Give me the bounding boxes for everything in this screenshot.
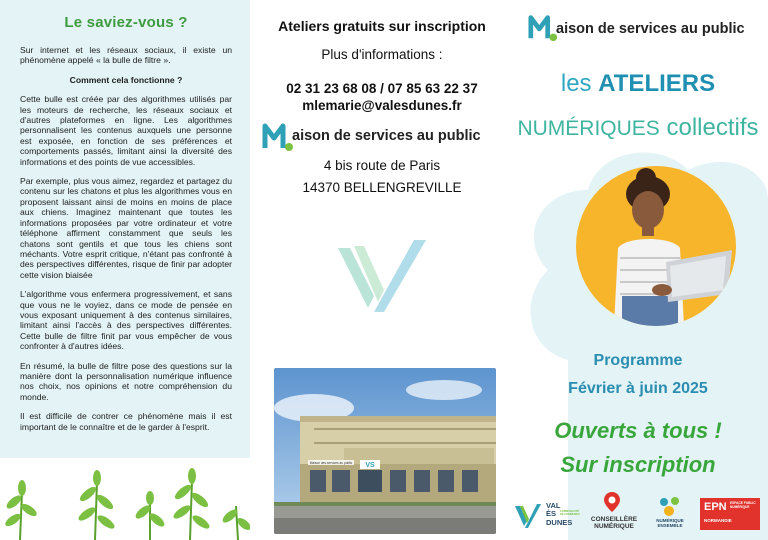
leaf-icon <box>0 462 250 540</box>
maison-services-logo-icon <box>528 12 558 42</box>
numerique-ensemble-text-2: ENSEMBLE <box>657 523 683 528</box>
programme-period: Février à juin 2025 <box>568 380 708 397</box>
cover-panel <box>508 0 768 540</box>
conseillere-text-2: NUMÉRIQUE <box>594 523 634 530</box>
valesdunes-v-logo-icon <box>334 238 430 318</box>
email-address: mlemarie@valesdunes.fr <box>302 98 462 113</box>
valesdunes-v-logo-icon <box>514 502 542 530</box>
valesdunes-text-3: DUNES <box>546 517 573 527</box>
left-intro: Sur internet et les réseaux sociaux, il existe un phénomène appelé « la bulle de filtre ». <box>20 45 232 66</box>
left-paragraph-4: En résumé, la bulle de filtre pose des questions sur la manière dont la personnalisation numérique influence nos choix, nos opinions et notre compréhension du monde. <box>20 360 232 402</box>
info-panel-left <box>0 0 250 458</box>
location-pin-icon <box>604 492 620 512</box>
valesdunes-text-2: ÈS <box>546 509 557 519</box>
valesdunes-tag: COMMUNAUTÉ DE COMMUNES <box>560 510 580 516</box>
epn-logo <box>700 490 762 536</box>
maison-services-logo-text: aison de services au public <box>292 128 481 144</box>
title-collectifs: collectifs <box>666 114 759 141</box>
conseillere-numerique-logo <box>586 490 642 536</box>
address-line-1: 4 bis route de Paris <box>323 158 441 173</box>
maison-services-header-text: aison de services au public <box>556 21 745 37</box>
phone-numbers: 02 31 23 68 08 / 07 85 63 22 37 <box>286 81 478 96</box>
epn-region: NORMANDIE <box>704 518 732 523</box>
numerique-ensemble-text-1: NUMÉRIQUE <box>656 518 684 523</box>
valesdunes-logo <box>514 490 578 536</box>
programme-label: Programme <box>593 352 683 369</box>
epn-badge <box>700 498 760 530</box>
building-photo <box>274 368 496 534</box>
left-paragraph-1: Cette bulle est créée par des algorithmes utilisés par les moteurs de recherche, les réseaux sociaux et d'autres plateformes en ligne. Les algorithmes personnalisent les contenus auxquels une personne est exposée, en fonction de ses préférences et comportements passés, limitant ainsi la diversité des informations et des points de vue accessibles. <box>20 94 232 167</box>
left-paragraph-5: Il est difficile de contrer ce phénomène mais il est important de le connaître et de le garder à l'esprit. <box>20 411 232 432</box>
conseillere-text-1: CONSEILLÈRE <box>590 516 638 523</box>
address-line-2: 14370 BELLENGREVILLE <box>302 180 462 195</box>
epn-subtext: ESPACE PUBLIC NUMÉRIQUE <box>730 501 756 509</box>
maison-services-logo <box>262 120 502 152</box>
title-les-ateliers <box>508 70 768 98</box>
numerique-ensemble-logo <box>648 490 692 536</box>
title-numeriques-collectifs <box>508 114 768 142</box>
open-to-all: Ouverts à tous ! <box>554 418 722 443</box>
epn-text: EPN <box>704 501 727 513</box>
contact-panel <box>256 0 508 540</box>
more-info-label: Plus d'informations : <box>321 47 443 62</box>
valesdunes-text-1: VAL <box>546 501 561 510</box>
left-paragraph-3: L'algorithme vous enfermera progressivement, et sans que vous ne le voyiez, dans ce mode de pensée en vous exposant uniquement à des contenus similaires, limitant ainsi l'accès à des perspectives différentes. Cette bulle de filtre finit par vous empêcher de vous confronter à d'autres idées. <box>20 289 232 352</box>
registration-required: Sur inscription <box>560 452 716 477</box>
partner-logos <box>508 490 768 536</box>
building-sign-letters: VS <box>365 462 375 469</box>
left-title: Le saviez-vous ? <box>64 14 188 31</box>
title-les: les <box>560 70 592 97</box>
title-ateliers: ATELIERS <box>598 70 716 97</box>
workshops-heading: Ateliers gratuits sur inscription <box>278 18 486 34</box>
left-subheading: Comment cela fonctionne ? <box>69 74 183 85</box>
numerique-ensemble-icon <box>658 496 682 518</box>
left-paragraph-2: Par exemple, plus vous aimez, regardez et partagez du contenu sur les chatons et plus les algorithmes vous en proposent laissant ainsi de moins en moins de place aux chiens. Imaginez maintenant que toutes les informations proposées par votre ordinateur et votre téléphone affirment constamment que seuls les chatons sont gentils et que tous les chiens sont méchants. Votre esprit critique, n'étant pas confronté à des perspectives différentes, risque de finir par adopter cette vision biaisée <box>20 176 232 280</box>
woman-laptop-photo <box>576 166 736 326</box>
title-numeriques: NUMÉRIQUES <box>517 117 660 140</box>
maison-services-header-logo <box>528 12 768 42</box>
maison-services-logo-icon <box>262 120 294 152</box>
building-sign: Maison des services au public <box>309 461 353 465</box>
